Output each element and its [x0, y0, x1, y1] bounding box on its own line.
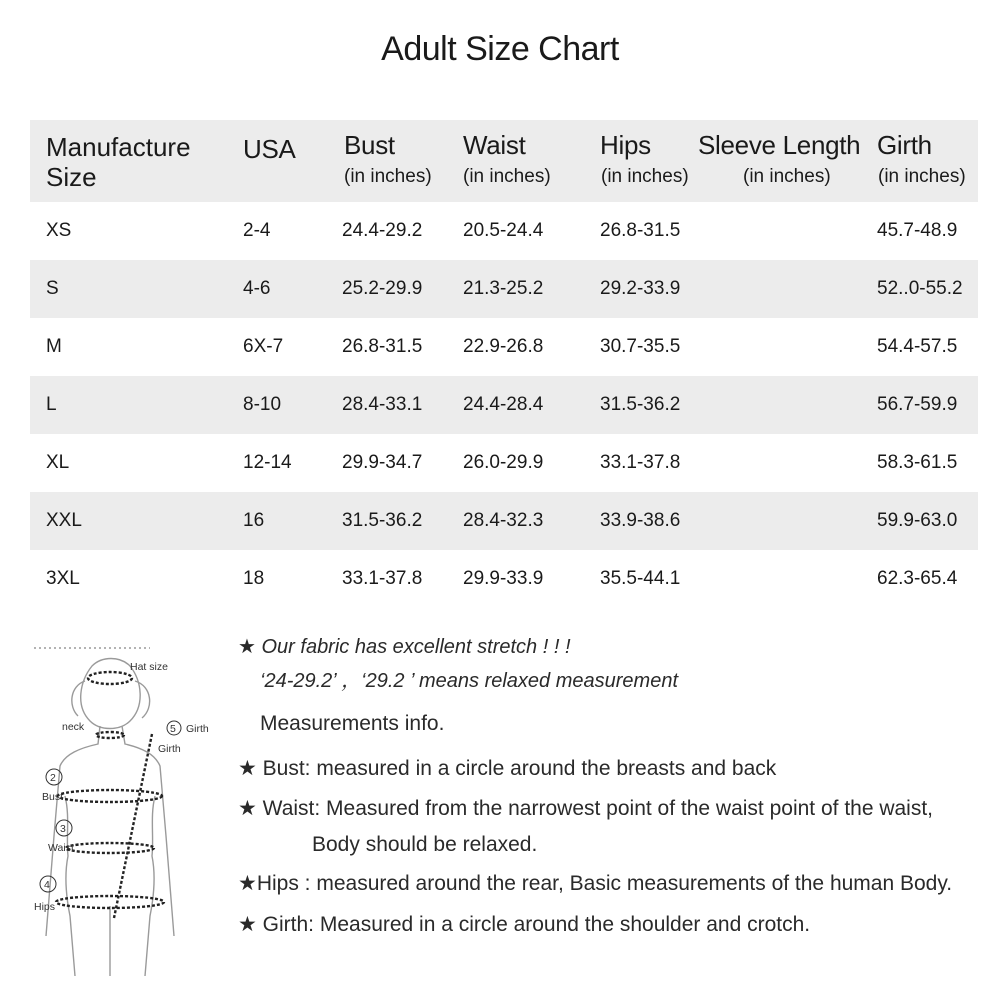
table-cell: 30.7-35.5 [600, 336, 681, 357]
note-hips: ★Hips : measured around the rear, Basic measurements of the human Body. [238, 872, 953, 895]
table-header-row [30, 120, 978, 202]
header-waist: Waist [463, 130, 526, 160]
table-cell: 24.4-28.4 [463, 394, 544, 415]
table-cell: 33.9-38.6 [600, 510, 681, 531]
table-cell: 52..0-55.2 [877, 278, 963, 299]
table-cell: 26.8-31.5 [342, 336, 423, 357]
note-relaxed: ‘24-29.2’ ，‘29.2 ’ means relaxed measurement [260, 670, 679, 692]
hips-label: Hips [34, 901, 56, 913]
table-cell: XS [46, 220, 72, 241]
table-row [30, 202, 978, 260]
size-chart-table [30, 120, 978, 608]
note-stretch: ★ Our fabric has excellent stretch ! ! ! [238, 636, 571, 658]
table-cell: 62.3-65.4 [877, 568, 958, 589]
note-waist: ★ Waist: Measured from the narrowest point of the waist point of the waist, [238, 797, 934, 820]
table-cell: 18 [243, 568, 265, 589]
table-cell: 4-6 [243, 278, 271, 299]
waist-number: 3 [60, 823, 66, 835]
bust-label: Bust [42, 791, 64, 803]
table-cell: M [46, 336, 62, 357]
table-cell: 16 [243, 510, 265, 531]
hat-size-label: Hat size [130, 661, 168, 673]
note-info-heading: Measurements info. [260, 712, 445, 735]
table-cell: 56.7-59.9 [877, 394, 958, 415]
table-cell: 58.3-61.5 [877, 452, 958, 473]
table-cell: L [46, 394, 57, 415]
table-cell: 21.3-25.2 [463, 278, 544, 299]
table-cell: S [46, 278, 59, 299]
header-girth: Girth [877, 130, 932, 160]
table-cell: 6X-7 [243, 336, 284, 357]
table-row [30, 434, 978, 492]
header-usa: USA [243, 134, 296, 164]
table-row [30, 318, 978, 376]
table-cell: XL [46, 452, 70, 473]
table-cell: 3XL [46, 568, 80, 589]
note-girth: ★ Girth: Measured in a circle around the shoulder and crotch. [238, 913, 811, 936]
table-cell: 25.2-29.9 [342, 278, 423, 299]
girth-number: 5 [170, 723, 176, 735]
header-bust: Bust [344, 130, 395, 160]
table-cell: 31.5-36.2 [600, 394, 681, 415]
table-cell: 35.5-44.1 [600, 568, 681, 589]
hips-number: 4 [44, 879, 50, 891]
header-sleeve-length-unit: (in inches) [743, 166, 831, 187]
table-cell: 29.9-33.9 [463, 568, 544, 589]
table-cell: 29.9-34.7 [342, 452, 423, 473]
table-row [30, 376, 978, 434]
table-row [30, 492, 978, 550]
table-cell: 33.1-37.8 [600, 452, 681, 473]
table-cell: 59.9-63.0 [877, 510, 958, 531]
header-hips: Hips [600, 130, 651, 160]
header-waist-unit: (in inches) [463, 166, 551, 187]
girth-label-2: Girth [158, 743, 181, 755]
page-title: Adult Size Chart [381, 30, 619, 68]
table-cell: 54.4-57.5 [877, 336, 958, 357]
table-cell: 26.0-29.9 [463, 452, 544, 473]
table-cell: 28.4-32.3 [463, 510, 544, 531]
girth-label: Girth [186, 723, 209, 735]
table-body [30, 202, 978, 608]
neck-label: neck [62, 721, 85, 733]
table-cell: 20.5-24.4 [463, 220, 544, 241]
table-cell: XXL [46, 510, 82, 531]
header-sleeve-length: Sleeve Length [698, 130, 861, 160]
table-cell: 26.8-31.5 [600, 220, 681, 241]
table-cell: 22.9-26.8 [463, 336, 544, 357]
table-cell: 28.4-33.1 [342, 394, 423, 415]
table-cell: 45.7-48.9 [877, 220, 958, 241]
note-waist-continued: Body should be relaxed. [312, 833, 538, 856]
header-girth-unit: (in inches) [878, 166, 966, 187]
bust-number: 2 [50, 772, 56, 784]
table-row [30, 260, 978, 318]
table-row [30, 550, 978, 608]
table-cell: 12-14 [243, 452, 292, 473]
header-hips-unit: (in inches) [601, 166, 689, 187]
table-cell: 8-10 [243, 394, 282, 415]
table-cell: 24.4-29.2 [342, 220, 423, 241]
table-cell: 2-4 [243, 220, 271, 241]
body-measurement-figure [30, 636, 230, 986]
table-cell: 29.2-33.9 [600, 278, 681, 299]
table-cell: 33.1-37.8 [342, 568, 423, 589]
header-manufacture-size: Manufacture Size [46, 132, 191, 192]
header-bust-unit: (in inches) [344, 166, 432, 187]
waist-label: Waist [48, 842, 74, 854]
note-bust: ★ Bust: measured in a circle around the breasts and back [238, 757, 777, 780]
table-cell: 31.5-36.2 [342, 510, 423, 531]
